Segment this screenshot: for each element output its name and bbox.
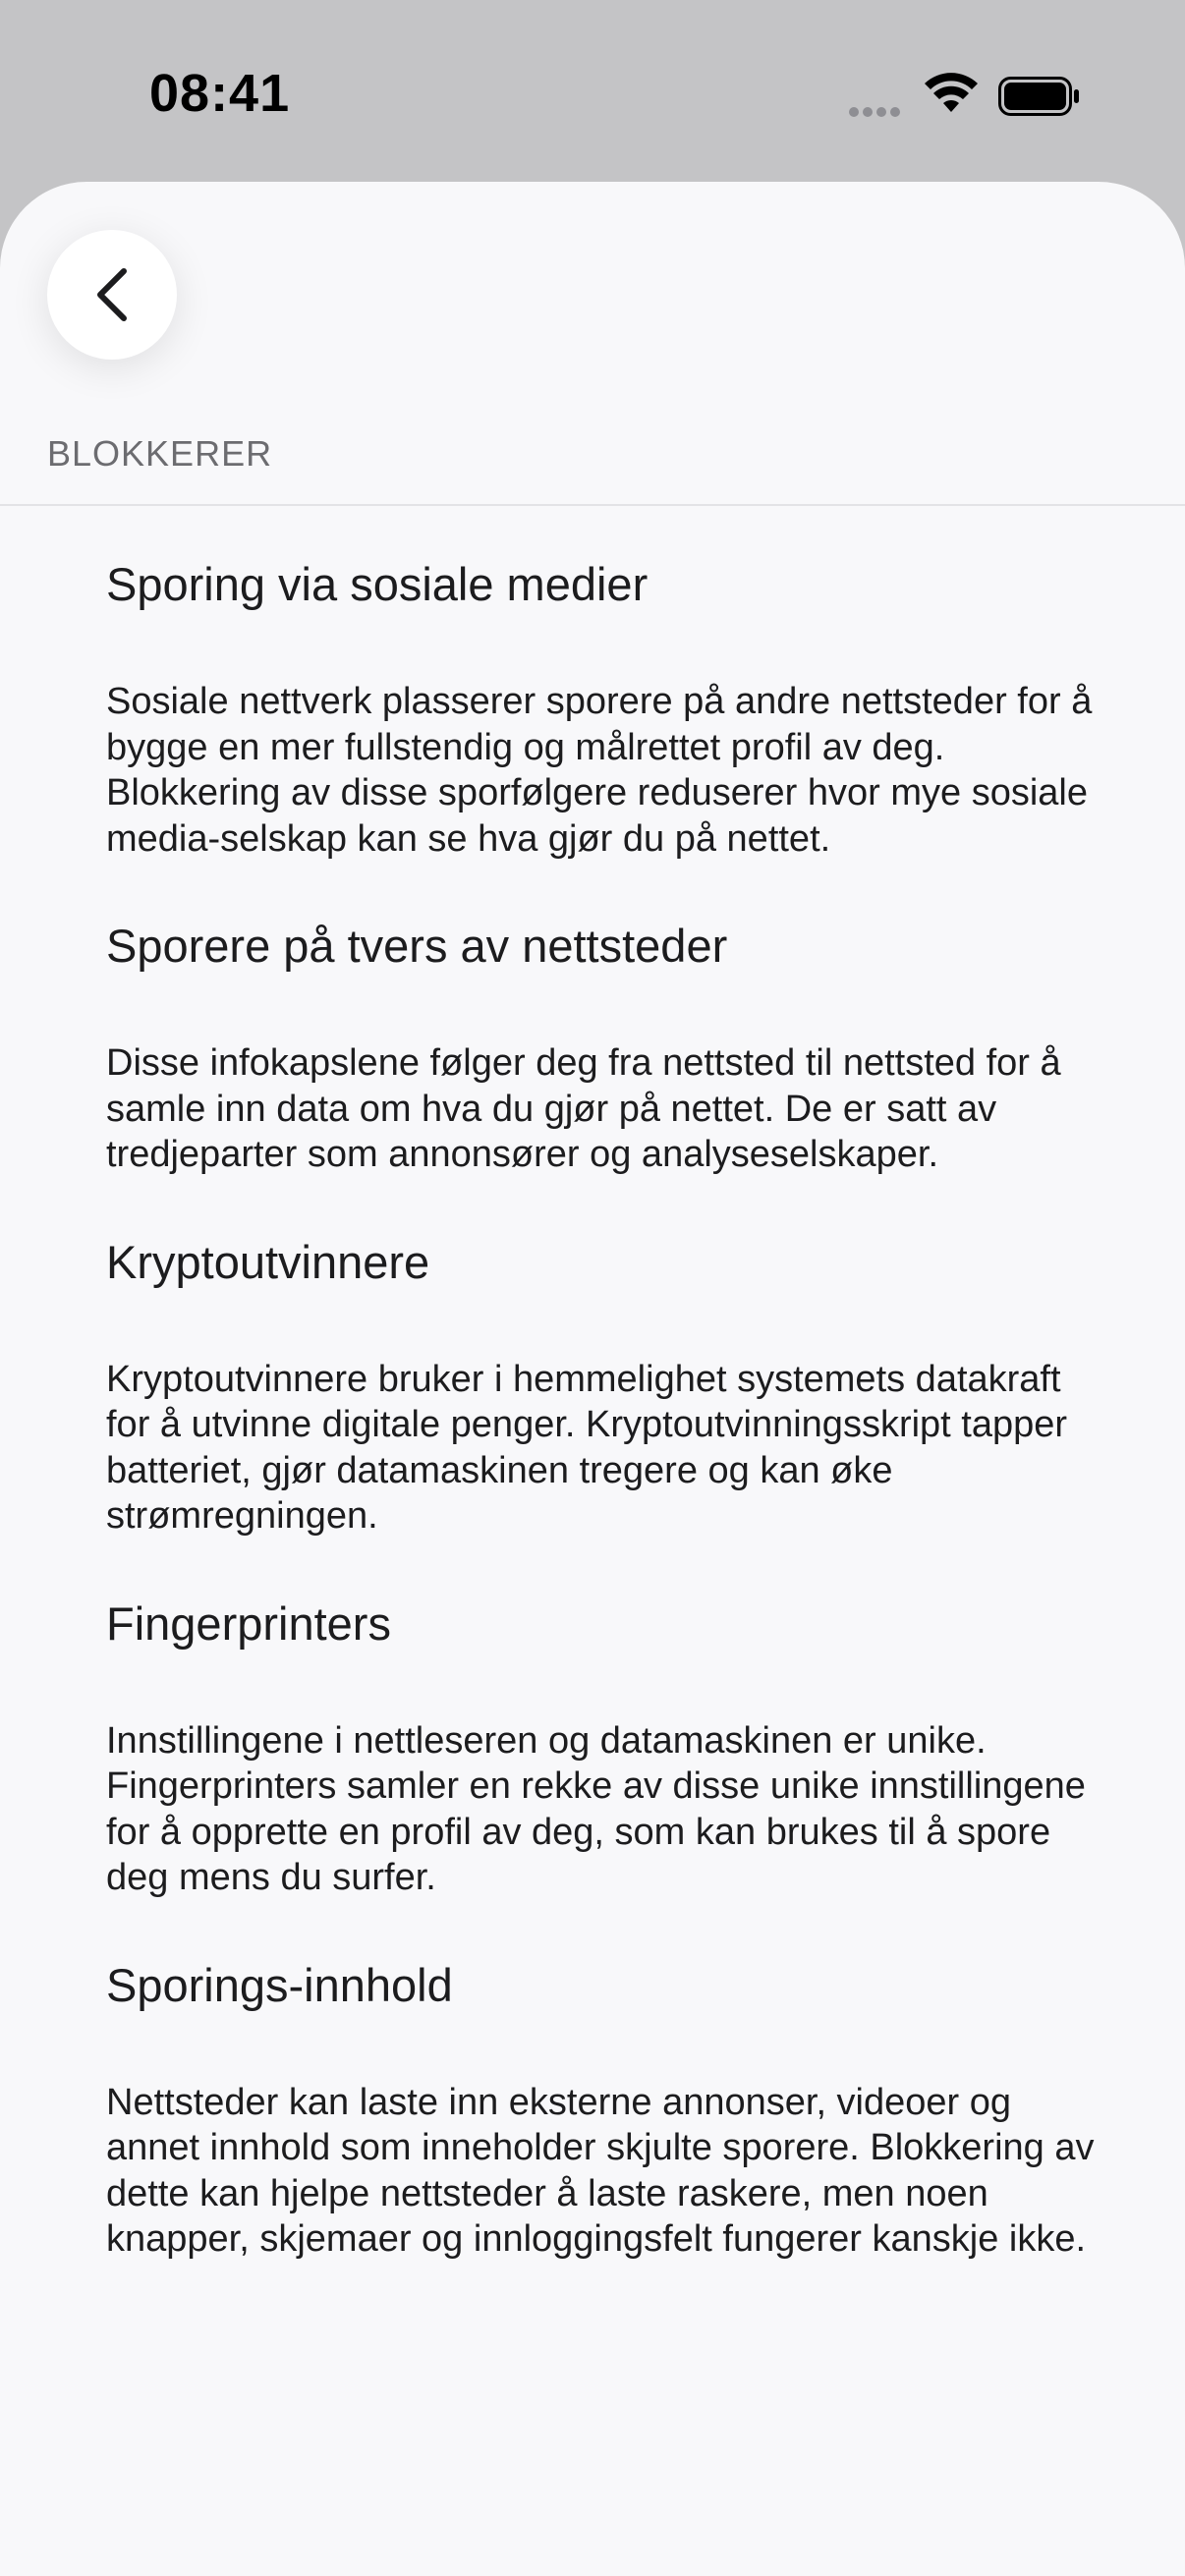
list-item [106, 1595, 1108, 1901]
divider [0, 504, 1185, 506]
item-description: Nettsteder kan laste inn eksterne annonser, videoer og annet innhold som inneholder skjulte sporere. Blokkering av dette kan hjelpe nettsteder å laste raskere, men noen knapper, skjemaer og innloggingsfelt fungerer kanskje ikke. [106, 2081, 1095, 2260]
item-description: Kryptoutvinnere bruker i hemmelighet systemets datakraft for å utvinne digitale penger. Kryptoutvinningsskript tapper batteriet, gjør datamaskinen tregere og kan øke strømregningen. [106, 1358, 1068, 1537]
list-item [106, 917, 1108, 1178]
item-title: Kryptoutvinnere [106, 1235, 430, 1288]
list-item [106, 1956, 1108, 2263]
item-title: Sporere på tvers av nettsteder [106, 920, 728, 972]
item-title: Fingerprinters [106, 1596, 391, 1650]
blocking-info-sheet [0, 182, 1185, 2576]
list-item [106, 1233, 1108, 1540]
status-bar [0, 0, 1185, 182]
chevron-left-icon [90, 265, 134, 324]
section-header: BLOKKERER [47, 433, 273, 474]
item-title: Sporing via sosiale medier [106, 558, 649, 610]
item-description: Disse infokapslene følger deg fra nettsted til nettsted for å samle inn data om hva du gjør på nettet. De er satt av tredjeparter som annonsører og analyseselskaper. [106, 1042, 1061, 1175]
cellular-signal-icon [849, 104, 904, 122]
item-description: Sosiale nettverk plasserer sporere på andre nettsteder for å bygge en mer fullstendig og målrettet profil av deg. Blokkering av disse sporfølgere reduserer hvor mye sosiale media-selskap kan se hva gjør du på nettet. [106, 681, 1093, 860]
blocker-list [106, 555, 1108, 2318]
list-item [106, 555, 1108, 862]
battery-icon [998, 77, 1081, 116]
wifi-icon [924, 73, 979, 114]
back-button[interactable] [47, 230, 177, 360]
item-title: Sporings-innhold [106, 1958, 453, 2011]
status-time: 08:41 [149, 64, 291, 123]
item-description: Innstillingene i nettleseren og datamaskinen er unike. Fingerprinters samler en rekke av disse unike innstillingene for å opprette en profil av deg, som kan brukes til å spore deg mens du surfer. [106, 1719, 1086, 1898]
